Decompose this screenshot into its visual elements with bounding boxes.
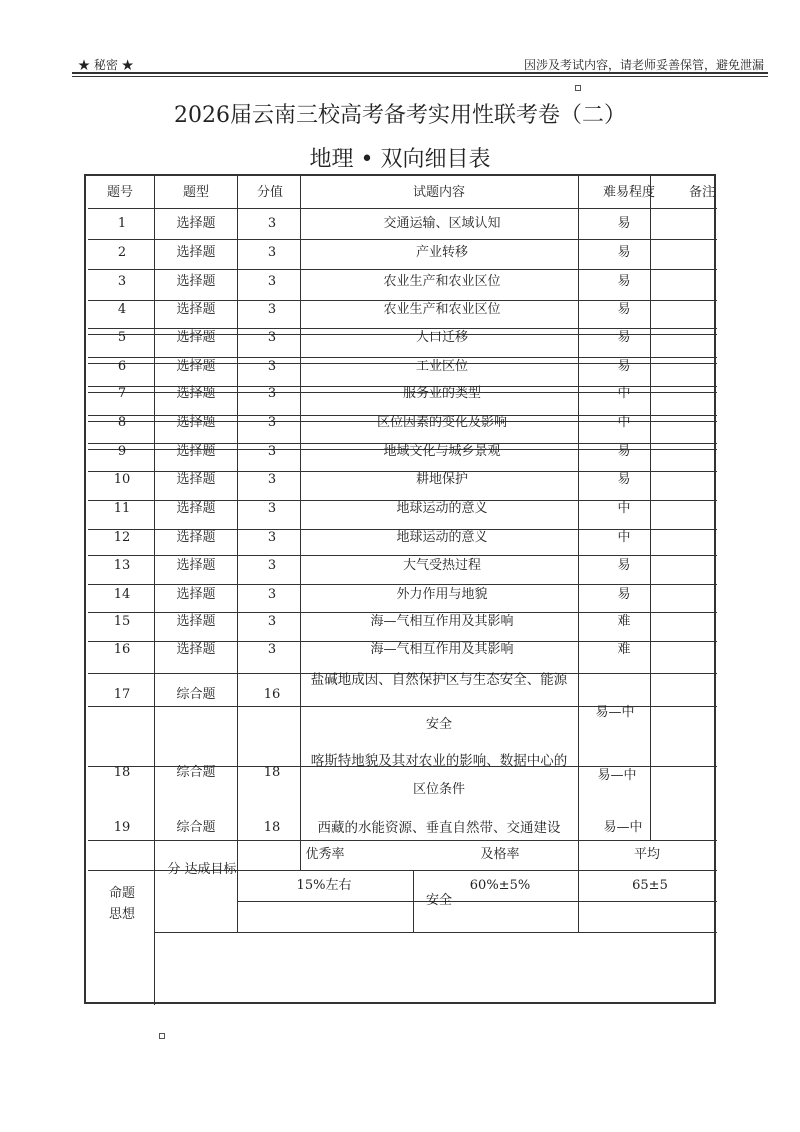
row-content-cell: 农业生产和农业区位 [383,274,501,289]
row-content-cell: 大气受热过程 [402,558,482,573]
row-rule [88,555,717,556]
row-content-cell: 产业转移 [415,245,469,260]
row-rule [88,208,717,209]
row-content-cell: 区位因素的变化及影响 [376,415,508,430]
column-rule-content [578,176,579,932]
row-difficulty-cell: 易 [617,302,631,317]
row-content-cell: 人口迁移 [415,330,469,345]
row-content-cell: 地域文化与城乡景观 [383,444,501,459]
specification-table [84,174,716,1004]
row-num-cell: 9 [117,444,127,459]
row-difficulty-cell: 易 [617,274,631,289]
q18-content-line1: 喀斯特地貌及其对农业的影响、数据中心的 [310,753,568,769]
excellent-rate-label: 优秀率 [305,847,345,862]
row-score-cell: 3 [267,444,277,459]
row-score-cell: 3 [267,558,277,573]
row-difficulty-cell: 中 [617,386,631,401]
row-type-cell: 选择题 [176,642,216,657]
row-rule [88,300,717,301]
q17-type-cell: 综合题 [176,687,216,702]
row-difficulty-cell: 中 [617,501,631,516]
row-num-cell: 4 [117,302,127,317]
intent-label-line2: 思想 [108,907,136,922]
q18-difficulty-cell: 易—中 [597,768,637,783]
row-content-cell: 海—气相互作用及其影响 [370,642,514,657]
q18-content-line2: 区位条件 [412,782,466,797]
q19-type-cell: 综合题 [176,820,216,835]
row-difficulty-cell: 易 [617,472,631,487]
header-rule-thin [72,76,768,77]
intent-label-line1: 命题 [108,886,136,901]
column-header-difficulty: 难易程度 [602,185,656,200]
row-type-cell: 选择题 [176,444,216,459]
row-num-cell: 5 [117,330,127,345]
column-rule-difficulty [650,176,651,840]
column-rule-type [237,176,238,932]
row-difficulty-cell: 易 [617,359,631,374]
confidential-mark: ★ 秘密 ★ [78,58,134,72]
row-type-cell: 选择题 [176,558,216,573]
row-rule [88,269,717,270]
row-content-cell: 耕地保护 [415,472,469,487]
exam-title: 2026届云南三校高考备考实用性联考卷（二） [174,103,626,128]
row-num-cell: 16 [113,642,131,657]
row-score-cell: 3 [267,472,277,487]
excellent-rate-value: 15%左右 [296,878,352,893]
row-score-cell: 3 [267,530,277,545]
row-difficulty-cell: 易 [617,245,631,260]
q17-difficulty-cell: 易—中 [595,705,635,720]
row-score-cell: 3 [267,245,277,260]
row-type-cell: 选择题 [176,614,216,629]
row-score-cell: 3 [267,216,277,231]
row-score-cell: 3 [267,587,277,602]
q19-num-cell: 19 [113,820,131,835]
row-type-cell: 选择题 [176,302,216,317]
row-difficulty-cell: 中 [617,530,631,545]
row-content-cell: 服务业的类型 [402,386,482,401]
q18-num-cell: 18 [113,765,131,780]
row-score-cell: 3 [267,614,277,629]
row-difficulty-cell: 易 [617,444,631,459]
row-type-cell: 选择题 [176,245,216,260]
column-header-content: 试题内容 [412,185,466,200]
row-content-cell: 地球运动的意义 [396,501,488,516]
row-content-cell: 地球运动的意义 [396,530,488,545]
row-score-cell: 3 [267,501,277,516]
table-subtitle: 地理 • 双向细目表 [309,147,491,172]
q19-difficulty-cell: 易—中 [603,820,643,835]
row-rule [88,328,717,329]
row-difficulty-cell: 易 [617,216,631,231]
paragraph-mark-icon [159,1033,165,1039]
row-score-cell: 3 [267,415,277,430]
row-num-cell: 11 [113,501,131,516]
row-content-cell: 海—气相互作用及其影响 [370,614,514,629]
row-type-cell: 选择题 [176,359,216,374]
row-score-cell: 3 [267,386,277,401]
row-score-cell: 3 [267,302,277,317]
row-num-cell: 14 [113,587,131,602]
column-header-num: 题号 [106,185,134,200]
column-header-type: 题型 [182,185,210,200]
row-num-cell: 7 [117,386,127,401]
q17-score-cell: 16 [263,687,281,702]
row-type-cell: 选择题 [176,472,216,487]
row-type-cell: 选择题 [176,530,216,545]
row-difficulty-cell: 易 [617,587,631,602]
q17-num-cell: 17 [113,687,131,702]
stray-text: 安全 [425,893,453,908]
row-type-cell: 选择题 [176,501,216,516]
row-score-cell: 3 [267,642,277,657]
row-type-cell: 选择题 [176,216,216,231]
pass-rate-value: 60%±5% [469,878,531,893]
row-rule [237,901,717,902]
row-rule [88,584,717,585]
row-score-cell: 3 [267,359,277,374]
row-num-cell: 12 [113,530,131,545]
column-header-remark: 备注 [688,185,716,200]
row-content-cell: 工业区位 [415,359,469,374]
row-num-cell: 8 [117,415,127,430]
row-score-cell: 3 [267,274,277,289]
row-score-cell: 3 [267,330,277,345]
row-difficulty-cell: 易 [617,558,631,573]
average-label: 平均 [633,847,661,862]
row-num-cell: 15 [113,614,131,629]
row-rule [88,239,717,240]
row-type-cell: 选择题 [176,330,216,345]
row-content-cell: 外力作用与地貌 [396,587,488,602]
row-type-cell: 选择题 [176,587,216,602]
row-difficulty-cell: 难 [617,614,631,629]
row-rule [88,840,717,841]
row-num-cell: 2 [117,245,127,260]
row-num-cell: 13 [113,558,131,573]
confidential-notice: 因涉及考试内容，请老师妥善保管，避免泄漏 [523,58,764,72]
average-value: 65±5 [632,878,668,893]
q19-score-cell: 18 [263,820,281,835]
row-content-cell: 交通运输、区域认知 [383,216,501,231]
row-difficulty-cell: 中 [617,415,631,430]
row-type-cell: 选择题 [176,415,216,430]
column-header-score: 分值 [256,185,284,200]
q19-content-cell: 西藏的水能资源、垂直自然带、交通建设 [317,820,561,836]
header-rule-thick [72,72,768,74]
target-label: 分 达成目标 [167,862,237,877]
q17-content-line1: 盐碱地成因、自然保护区与生态安全、能源 [310,672,568,688]
row-difficulty-cell: 难 [617,642,631,657]
row-rule [154,932,717,933]
row-num-cell: 10 [113,472,131,487]
row-num-cell: 3 [117,274,127,289]
paragraph-mark-icon [575,85,581,91]
pass-rate-label: 及格率 [480,847,520,862]
q18-type-cell: 综合题 [176,765,216,780]
row-type-cell: 选择题 [176,386,216,401]
row-rule [88,612,717,613]
q18-score-cell: 18 [263,765,281,780]
row-content-cell: 农业生产和农业区位 [383,302,501,317]
row-num-cell: 6 [117,359,127,374]
row-type-cell: 选择题 [176,274,216,289]
row-rule [88,357,717,358]
row-num-cell: 1 [117,216,127,231]
row-difficulty-cell: 易 [617,330,631,345]
q17-content-line2: 安全 [425,717,453,732]
